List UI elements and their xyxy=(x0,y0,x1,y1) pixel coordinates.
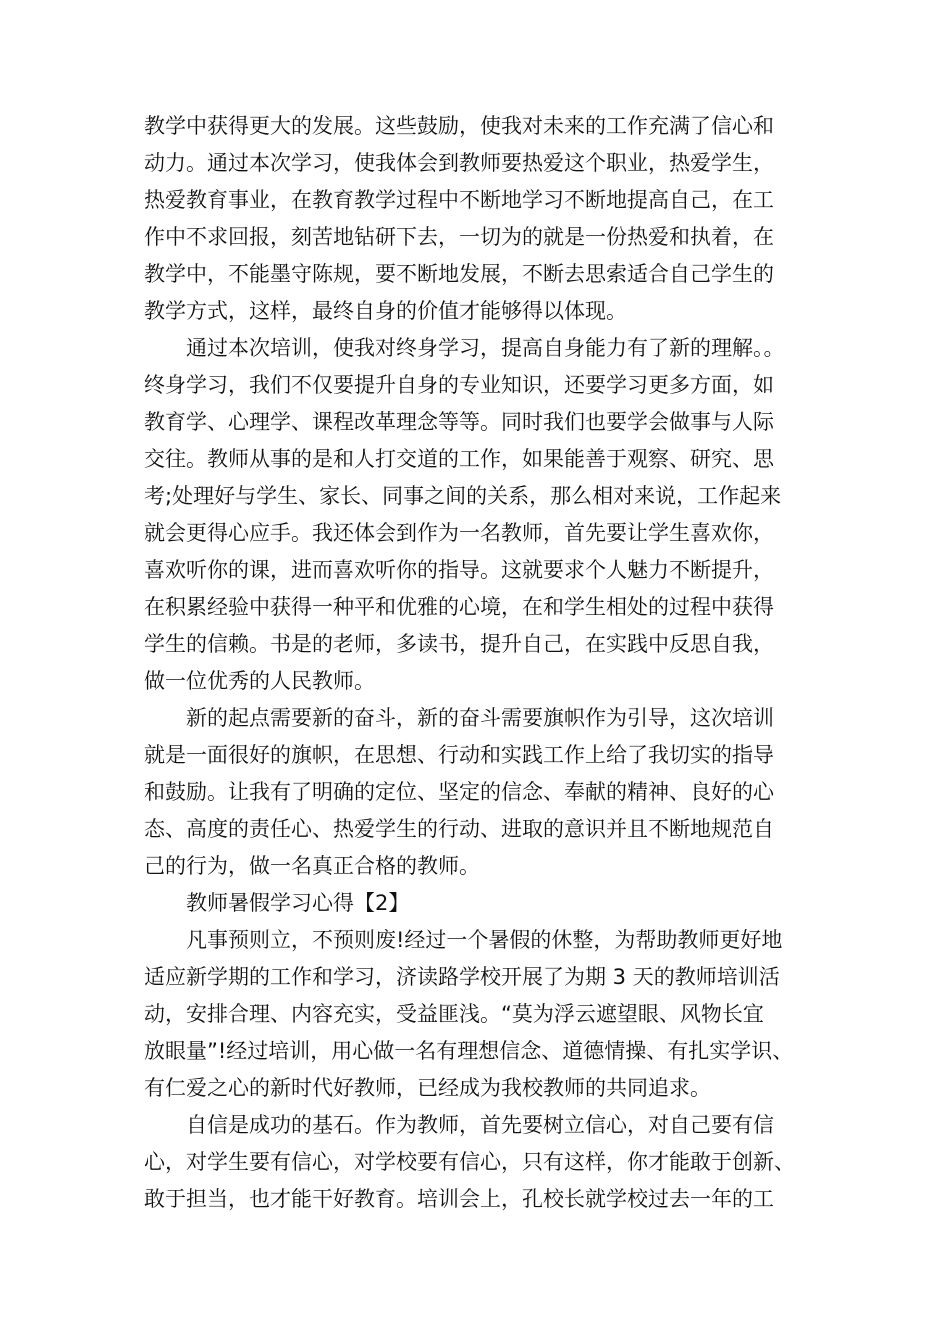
text-line: 终身学习，我们不仅要提升自身的专业知识，还要学习更多方面，如 xyxy=(144,373,774,397)
text-line: 新的起点需要新的奋斗，新的奋斗需要旗帜作为引导，这次培训 xyxy=(186,706,774,730)
text-line: 自信是成功的基石。作为教师，首先要树立信心，对自己要有信 xyxy=(186,1113,774,1137)
text-line: 通过本次培训，使我对终身学习，提高自身能力有了新的理解。。 xyxy=(186,336,785,360)
document-body xyxy=(144,108,816,1218)
text-line: 教师暑假学习心得【2】 xyxy=(186,891,410,915)
text-line: 有仁爱之心的新时代好教师，已经成为我校教师的共同追求。 xyxy=(144,1076,711,1100)
text-line: 教育学、心理学、课程改革理念等等。同时我们也要学会做事与人际 xyxy=(144,410,774,434)
text-line: 态、高度的责任心、热爱学生的行动、进取的意识并且不断地规范自 xyxy=(144,817,774,841)
text-line: 学生的信赖。书是的老师，多读书，提升自己，在实践中反思自我， xyxy=(144,632,774,656)
text-line: 动，安排合理、内容充实，受益匪浅。“莫为浮云遮望眼、风物长宜 xyxy=(144,1002,764,1026)
text-line: 热爱教育事业，在教育教学过程中不断地学习不断地提高自己，在工 xyxy=(144,188,774,212)
text-line: 放眼量”!经过培训，用心做一名有理想信念、道德情操、有扎实学识、 xyxy=(144,1039,794,1063)
text-line: 适应新学期的工作和学习，济读路学校开展了为期 3 天的教师培训活 xyxy=(144,965,780,989)
text-line: 教学中获得更大的发展。这些鼓励，使我对未来的工作充满了信心和 xyxy=(144,114,774,138)
text-line: 和鼓励。让我有了明确的定位、坚定的信念、奉献的精神、良好的心 xyxy=(144,780,774,804)
text-line: 动力。通过本次学习，使我体会到教师要热爱这个职业，热爱学生， xyxy=(144,151,774,175)
text-line: 教学方式，这样，最终自身的价值才能够得以体现。 xyxy=(144,299,627,323)
text-line: 心，对学生要有信心，对学校要有信心，只有这样，你才能敢于创新、 xyxy=(144,1150,795,1174)
text-line: 考;处理好与学生、家长、同事之间的关系，那么相对来说，工作起来 xyxy=(144,484,782,508)
text-line: 喜欢听你的课，进而喜欢听你的指导。这就要求个人魅力不断提升， xyxy=(144,558,774,582)
text-line: 做一位优秀的人民教师。 xyxy=(144,669,375,693)
text-line: 敢于担当，也才能干好教育。培训会上，孔校长就学校过去一年的工 xyxy=(144,1187,774,1211)
text-line: 就会更得心应手。我还体会到作为一名教师，首先要让学生喜欢你， xyxy=(144,521,774,545)
text-line: 交往。教师从事的是和人打交道的工作，如果能善于观察、研究、思 xyxy=(144,447,774,471)
text-line: 凡事预则立，不预则废!经过一个暑假的休整，为帮助教师更好地 xyxy=(186,928,783,952)
text-line: 在积累经验中获得一种平和优雅的心境，在和学生相处的过程中获得 xyxy=(144,595,774,619)
text-line: 就是一面很好的旗帜，在思想、行动和实践工作上给了我切实的指导 xyxy=(144,743,774,767)
text-line: 己的行为，做一名真正合格的教师。 xyxy=(144,854,480,878)
text-line: 教学中，不能墨守陈规，要不断地发展，不断去思索适合自己学生的 xyxy=(144,262,774,286)
text-line: 作中不求回报，刻苦地钻研下去，一切为的就是一份热爱和执着，在 xyxy=(144,225,774,249)
